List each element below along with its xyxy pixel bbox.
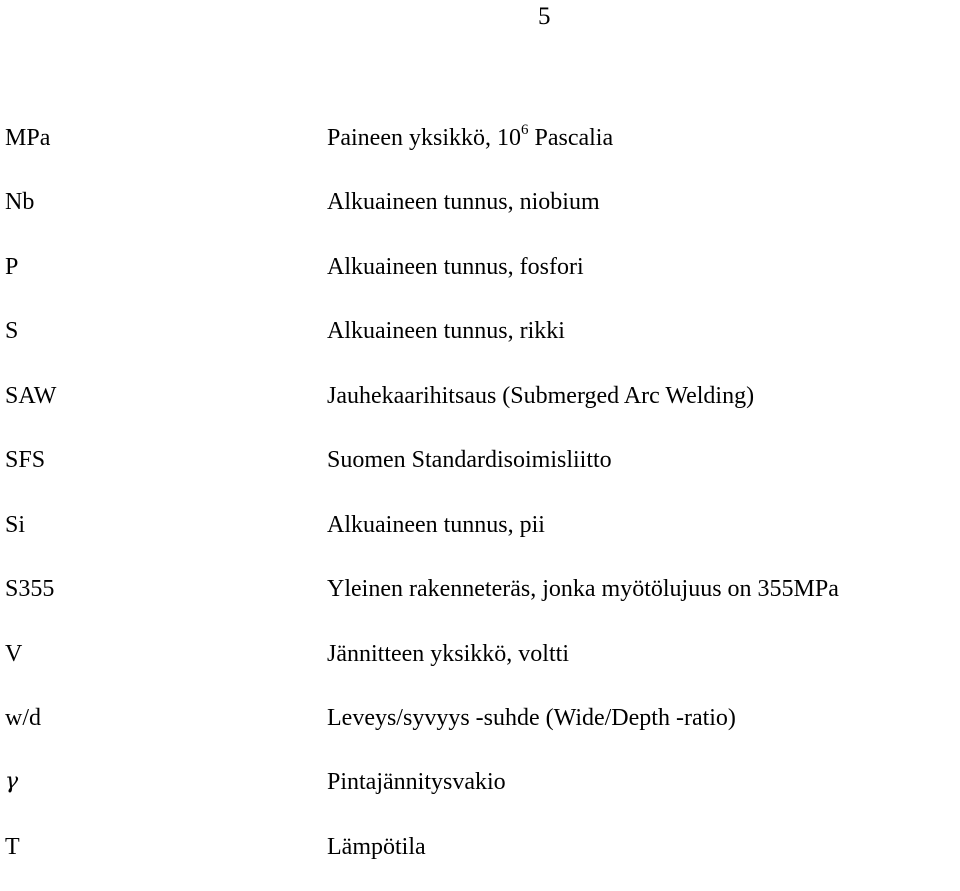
abbreviation-row-wd [0,698,960,762]
abbreviation-term: V [5,640,23,667]
abbreviation-definition: Pintajännitysvakio [327,769,506,796]
abbreviation-term: S355 [5,576,55,603]
abbreviation-row-saw [0,376,960,440]
abbreviation-definition: Jauhekaarihitsaus (Submerged Arc Welding) [327,382,755,409]
abbreviation-definition: Lämpötila [327,833,426,860]
abbreviation-definition: Alkuaineen tunnus, niobium [327,189,600,216]
abbreviation-term: P [5,253,19,280]
abbreviation-definition: Yleinen rakenneteräs, jonka myötölujuus on 355MPa [327,576,839,603]
abbreviation-row-s355 [0,569,960,633]
abbreviation-row-si [0,505,960,569]
abbreviation-term: SAW [5,382,57,409]
abbreviation-row-p [0,247,960,311]
exponent: 6 [520,122,529,138]
abbreviation-term: γ [5,769,19,795]
abbreviation-definition: Alkuaineen tunnus, pii [327,511,545,538]
abbreviation-term: Nb [5,189,35,216]
abbreviation-definition: Jännitteen yksikkö, voltti [327,640,569,667]
abbreviation-term: MPa [5,125,51,151]
abbreviation-definition: Alkuaineen tunnus, fosfori [327,253,584,280]
page-number: 5 [538,3,551,30]
abbreviation-row-sfs [0,440,960,504]
abbreviation-row-nb [0,182,960,246]
abbreviation-definition: Suomen Standardisoimisliitto [327,447,612,474]
abbreviation-term: Si [5,511,26,538]
abbreviation-definition [327,118,613,158]
abbreviation-row-s [0,311,960,375]
abbreviation-term: T [5,833,20,860]
definition-text: Pascalia [528,125,614,151]
abbreviation-term: S [5,318,19,345]
abbreviation-definition: Alkuaineen tunnus, rikki [327,318,565,345]
abbreviation-row-t [0,827,960,891]
abbreviation-term: SFS [5,447,46,474]
abbreviation-term: w/d [5,704,41,731]
abbreviation-row-mpa [0,118,960,182]
abbreviation-row-gamma [0,762,960,826]
abbreviation-row-v [0,634,960,698]
abbreviation-definition: Leveys/syvyys -suhde (Wide/Depth -ratio) [327,704,736,731]
definition-text: Paineen yksikkö, 10 [327,125,521,151]
abbreviation-list [0,118,960,891]
